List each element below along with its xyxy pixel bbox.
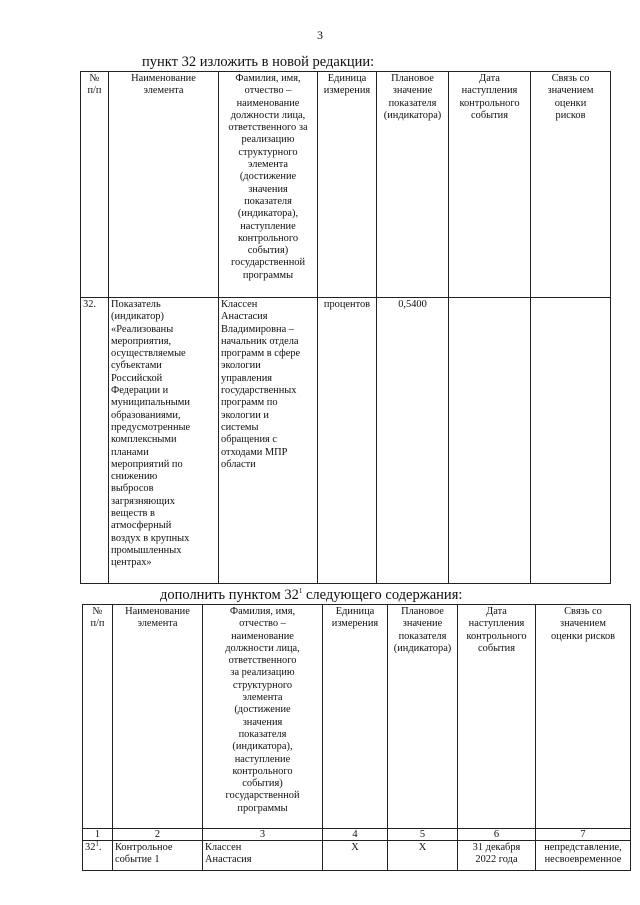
table-row [81,298,611,584]
header-name: Наименование элемента [109,72,219,298]
row32-1-num-dot: . [98,842,102,853]
row32-1-num-sup: 1 [95,840,99,848]
header-risk: Связь со значением оценки рисков [531,72,611,298]
row32-person: Классен Анастасия Владимировна – начальник отдела программ в сфере экологии управления государственных программ по экологии и системы обращения с отходами МПР области [219,298,318,584]
row32-unit: процентов [318,298,377,584]
column-number: 3 [203,829,323,841]
header-planned: Плановое значение показателя (индикатора) [377,72,449,298]
row32-1-num-base: 32 [85,842,96,853]
section2-intro-after: следующего содержания: [302,587,463,603]
header-date: Дата наступления контрольного события [458,605,536,829]
column-number: 7 [536,829,631,841]
page-number: 3 [317,28,323,42]
section2-intro-before: дополнить пунктом 32 [160,587,299,603]
header-name: Наименование элемента [113,605,203,829]
row32-1-unit: Х [323,841,388,871]
control-event-table-32-1 [82,604,631,871]
row32-1-planned: Х [388,841,458,871]
row32-1-date: 31 декабря 2022 года [458,841,536,871]
column-number-row [83,829,631,841]
indicator-table-32 [80,71,611,584]
section1-intro: пункт 32 изложить в новой редакции: [142,54,375,70]
header-unit: Единица измерения [318,72,377,298]
header-unit: Единица измерения [323,605,388,829]
row32-1-person: Классен Анастасия [203,841,323,871]
row32-1-risk: непредставление, несвоевременное [536,841,631,871]
section2-intro [160,587,462,604]
column-number: 4 [323,829,388,841]
header-num: № п/п [83,605,113,829]
row32-date [449,298,531,584]
table-row [83,841,631,871]
table-header-row [81,72,611,298]
column-number: 2 [113,829,203,841]
row32-1-num [83,841,113,871]
header-person: Фамилия, имя, отчество – наименование должности лица, ответственного за реализацию структурного элемента (достижение значения показателя (индикатора), наступление контрольного события) государственной программы [219,72,318,298]
column-number: 6 [458,829,536,841]
column-number: 1 [83,829,113,841]
header-planned: Плановое значение показателя (индикатора) [388,605,458,829]
row32-planned: 0,5400 [377,298,449,584]
row32-risk [531,298,611,584]
column-number: 5 [388,829,458,841]
section2-intro-sup: 1 [298,587,303,596]
row32-num: 32. [81,298,109,584]
row32-1-name: Контрольное событие 1 [113,841,203,871]
table-header-row [83,605,631,829]
header-person: Фамилия, имя, отчество – наименование должности лица, ответственного за реализацию структурного элемента (достижение значения показателя (индикатора), наступление контрольного события) государственной программы [203,605,323,829]
header-date: Дата наступления контрольного события [449,72,531,298]
row32-name: Показатель (индикатор) «Реализованы мероприятия, осуществляемые субъектами Российской Федерации и муниципальными образованиями, предусмотренные комплексными планами мероприятий по снижению выбросов загрязняющих веществ в атмосферный воздух в крупных промышленных центрах» [109,298,219,584]
header-risk: Связь со значением оценки рисков [536,605,631,829]
header-num: № п/п [81,72,109,298]
